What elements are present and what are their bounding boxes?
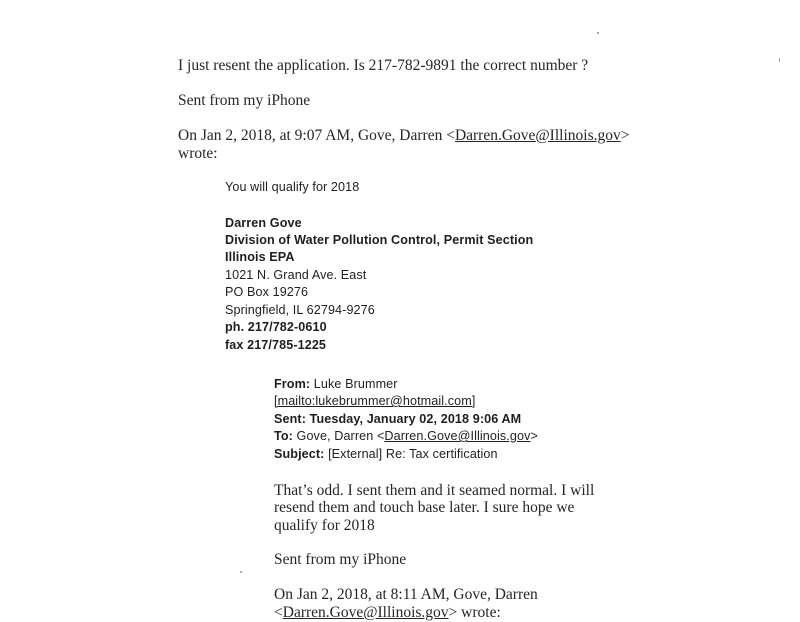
signature-address-line1: 1021 N. Grand Ave. East — [225, 268, 367, 282]
quote-header-suffix: > — [620, 127, 630, 144]
signature-agency: Illinois EPA — [225, 250, 295, 264]
mailto-link[interactable]: [mailto:lukebrummer@hotmail.com] — [274, 394, 476, 408]
signature-phone: ph. 217/782-0610 — [225, 320, 327, 334]
email2-subject — [274, 445, 498, 463]
email2-body-line: qualify for 2018 — [274, 517, 375, 534]
scan-speck — [240, 571, 242, 573]
to-suffix: > — [530, 429, 538, 443]
email2-body-line: That’s odd. I sent them and it seamed normal. I will — [274, 482, 595, 499]
from-value: Luke Brummer — [310, 377, 398, 391]
email1-body: You will qualify for 2018 — [225, 180, 360, 194]
subject-value: [External] Re: Tax certification — [324, 447, 498, 461]
from-label: From: — [274, 377, 311, 391]
email2-signature: Sent from my iPhone — [274, 551, 407, 568]
scan-speck — [779, 58, 780, 62]
signature-fax: fax 217/785-1225 — [225, 338, 327, 352]
email2-from — [274, 375, 398, 393]
reply-line: I just resent the application. Is 217-782-9891 the correct number ? — [178, 57, 589, 74]
scan-speck — [597, 32, 599, 34]
reply-signature: Sent from my iPhone — [178, 92, 311, 109]
email2-body-line: resend them and touch base later. I sure hope we — [274, 499, 575, 516]
quote-header-close: > wrote: — [448, 604, 501, 621]
reply-quote-header — [178, 127, 629, 145]
email2-quote-header-line2 — [274, 604, 501, 622]
reply-quote-header-wrote: wrote: — [178, 145, 218, 162]
email-link[interactable]: Darren.Gove@Illinois.gov — [384, 429, 531, 443]
to-label: To: — [274, 429, 293, 443]
email-link[interactable]: Darren.Gove@Illinois.gov — [282, 604, 449, 621]
email2-quote-header: On Jan 2, 2018, at 8:11 AM, Gove, Darren — [274, 586, 538, 603]
quote-header-open: < — [274, 604, 283, 621]
email2-to — [274, 427, 538, 445]
signature-name: Darren Gove — [225, 216, 302, 230]
quote-header-prefix: On Jan 2, 2018, at 9:07 AM, Gove, Darren < — [178, 127, 455, 144]
signature-city: Springfield, IL 62794-9276 — [225, 303, 375, 317]
email2-sent: Sent: Tuesday, January 02, 2018 9:06 AM — [274, 412, 522, 426]
subject-label: Subject: — [274, 447, 325, 461]
to-prefix: Gove, Darren < — [292, 429, 385, 443]
signature-address-line2: PO Box 19276 — [225, 285, 309, 299]
signature-division: Division of Water Pollution Control, Permit Section — [225, 233, 534, 247]
email-link[interactable]: Darren.Gove@Illinois.gov — [454, 127, 621, 144]
